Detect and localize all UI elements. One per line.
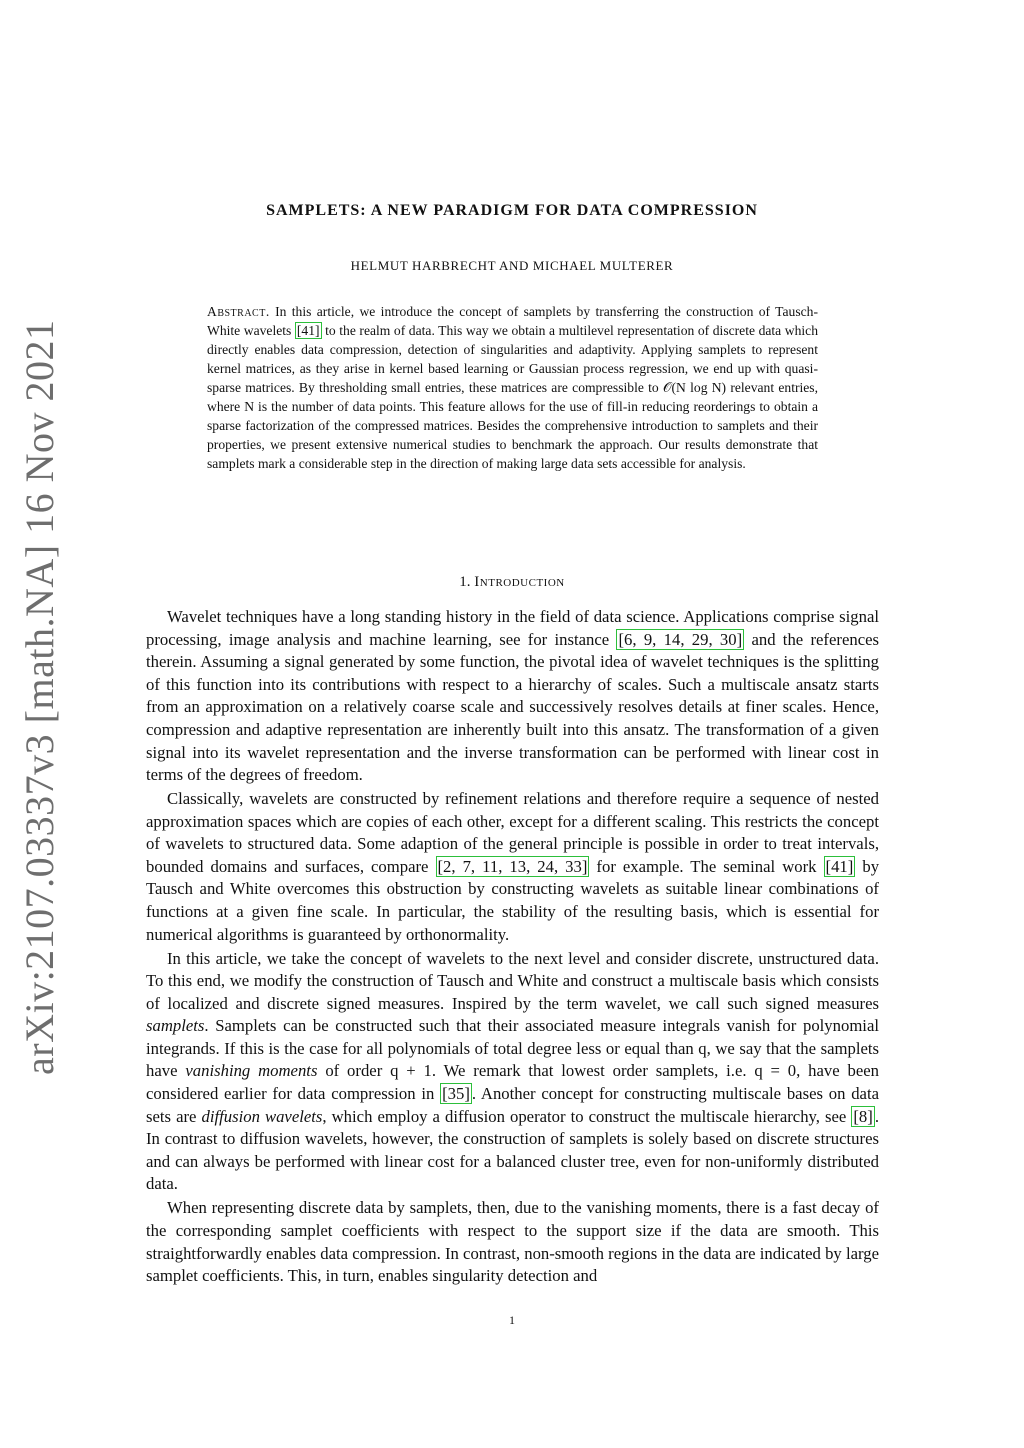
- citation-link[interactable]: [35]: [442, 1084, 470, 1104]
- paragraph-text: When representing discrete data by samplets, then, due to the vanishing moments, there is a fast decay of the corresponding samplet coefficients with respect to the support size if the data are smooth. This straightforwardly enables data compression. In contrast, non-smooth regions in the data are indicated by large samplet coefficients. This, in turn, enables singularity detection and: [146, 1198, 879, 1286]
- page-number: 1: [509, 1313, 515, 1327]
- paper-title: SAMPLETS: A NEW PARADIGM FOR DATA COMPRESSION: [266, 202, 758, 219]
- paragraph-text: and the references therein. Assuming a signal generated by some function, the pivotal idea of wavelet techniques is the splitting of this function into its contributions with respect to a hierarchy of scales. Such a multiscale ansatz starts from an approximation on a relatively coarse scale and successively resolves details at finer scales. Hence, compression and adaptive representation are inherently built into this ansatz. The transformation of a given signal into its wavelet representation and the inverse transformation can be performed with linear cost in terms of the degrees of freedom.: [146, 629, 880, 785]
- paragraph-text: . Samplets can be constructed such that their associated measure integrals vanish for polynomial integrands. If this is the case for all polynomials of total degree less or equal than q, we say that the samplets have: [146, 1016, 879, 1081]
- paragraph-text: by Tausch and White overcomes this obstruction by constructing wavelets as suitable linear combinations of functions at a given fine scale. In particular, the stability of the resulting basis, which is essential for numerical algorithms is guaranteed by orthonormality.: [146, 856, 880, 944]
- paragraph-text: In this article, we take the concept of wavelets to the next level and consider discrete, unstructured data. To this end, we modify the construction of Tausch and White and construct a multiscale basis which consists of localized and discrete signed measures. Inspired by the term wavelet, we call such signed measures: [146, 948, 879, 1013]
- abstract-text: to the realm of data. This way we obtain a multilevel representation of discrete data which directly enables data compression, detection of singularities and adaptivity. Applying samplets to represent kernel matrices, as they arise in kernel based learning or Gaussian process regression, we end up with quasi-sparse matrices. By thresholding small entries, these matrices are compressible to 𝒪(N log N) relevant entries, where N is the number of data points. This feature allows for the use of fill-in reducing reorderings to obtain a sparse factorization of the compressed matrices. Besides the comprehensive introduction to samplets and their properties, we present extensive numerical studies to benchmark the approach. Our results demonstrate that samplets mark a considerable step in the direction of making large data sets accessible for analysis.: [207, 323, 818, 471]
- section-heading: [0, 574, 1024, 591]
- paragraph-text: . In contrast to diffusion wavelets, however, the construction of samplets is solely based on discrete structures and can always be performed with linear cost for a balanced cluster tree, even for non-uniformly distributed data.: [146, 1106, 880, 1194]
- abstract: [207, 302, 818, 473]
- paragraph-text: Classically, wavelets are constructed by refinement relations and therefore require a sequence of nested approximation spaces which are copies of each other, except for a different scaling. This restricts the concept of wavelets to structured data. Some adaption of the general principle is possible in order to treat intervals, bounded domains and surfaces, compare: [146, 789, 879, 876]
- paragraph-text: of order q + 1. We remark that lowest order samplets, i.e. q = 0, have been considered earlier for data compression in: [146, 1061, 880, 1104]
- paragraph-text: for example. The seminal work: [596, 856, 817, 876]
- abstract-text: In this article, we introduce the concept of samplets by transferring the construction of Tausch-White wavelets: [207, 304, 818, 338]
- paragraph: [146, 1197, 879, 1287]
- citation-link[interactable]: [8]: [853, 1106, 873, 1126]
- paragraph-text: Wavelet techniques have a long standing history in the field of data science. Applications comprise signal processing, image analysis and machine learning, see for instance: [146, 607, 879, 649]
- paragraph: [146, 948, 879, 1197]
- emphasis-text: samplets: [146, 1016, 205, 1036]
- paragraph: [146, 606, 879, 787]
- section-number: 1.: [459, 574, 471, 590]
- paragraph-text: , which employ a diffusion operator to construct the multiscale hierarchy, see: [322, 1106, 847, 1126]
- section-title: Introduction: [474, 574, 565, 590]
- emphasis-text: vanishing moments: [185, 1061, 318, 1081]
- paper-authors: HELMUT HARBRECHT AND MICHAEL MULTERER: [350, 258, 674, 273]
- body-text: [146, 606, 879, 1289]
- citation-link[interactable]: [41]: [825, 856, 854, 876]
- arxiv-identifier[interactable]: arXiv:2107.03337v3 [math.NA] 16 Nov 2021: [17, 319, 62, 1075]
- paragraph-text: . Another concept for constructing multiscale bases on data sets are: [146, 1084, 879, 1126]
- citation-link[interactable]: [41]: [296, 323, 320, 338]
- abstract-heading: Abstract.: [207, 304, 270, 319]
- paragraph: [146, 788, 879, 946]
- citation-link[interactable]: [6, 9, 14, 29, 30]: [618, 629, 743, 649]
- emphasis-text: diffusion wavelets: [201, 1106, 323, 1126]
- citation-link[interactable]: [2, 7, 11, 13, 24, 33]: [437, 856, 588, 876]
